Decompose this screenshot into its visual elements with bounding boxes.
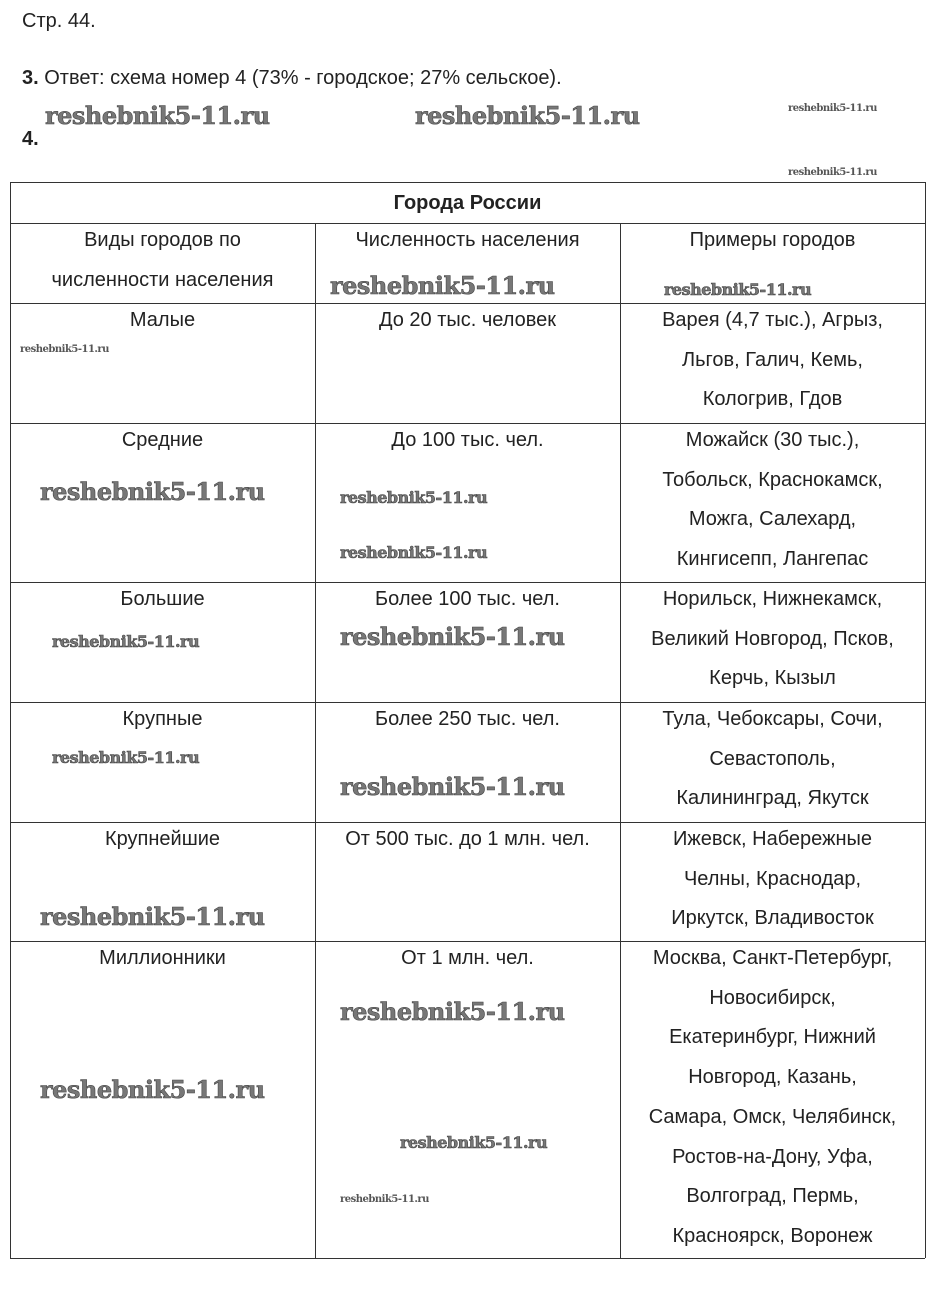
watermark: reshebnik5-11.ru	[788, 167, 877, 178]
column-header-line: Примеры городов	[689, 229, 856, 251]
table-row-divider	[10, 182, 925, 183]
table-border	[925, 182, 926, 1258]
examples-cell-line: Можайск (30 тыс.),	[685, 429, 860, 451]
watermark: reshebnik5-11.ru	[340, 997, 565, 1026]
table-title-text: Города России	[393, 192, 542, 214]
examples-cell-line: Москва, Санкт-Петербург,	[652, 947, 893, 969]
watermark: reshebnik5-11.ru	[340, 1194, 429, 1205]
table-row-divider	[10, 1258, 925, 1259]
population-cell	[315, 580, 620, 620]
examples-cell-line: Ижевск, Набережные	[672, 828, 872, 850]
examples-cell-line: Керчь, Кызыл	[709, 667, 836, 690]
city-type-cell	[10, 820, 315, 860]
examples-cell-line: Тула, Чебоксары, Сочи,	[662, 708, 883, 730]
examples-cell-line: Красноярск, Воронеж	[672, 1224, 873, 1247]
column-header-line: численности населения	[51, 268, 274, 291]
watermark: reshebnik5-11.ru	[788, 103, 877, 114]
population-cell	[315, 700, 620, 740]
examples-cell	[620, 580, 925, 699]
city-type-cell-line: Крупные	[122, 708, 203, 730]
table-title	[10, 184, 925, 224]
task-3-number: 3.	[22, 67, 39, 89]
page-label: Стр. 44.	[22, 10, 96, 32]
examples-cell	[620, 421, 925, 580]
task-3	[22, 67, 562, 90]
task-3-answer: Ответ: схема номер 4 (73% - городское; 27% сельское).	[44, 67, 562, 89]
watermark: reshebnik5-11.ru	[45, 101, 270, 130]
watermark: reshebnik5-11.ru	[330, 271, 555, 300]
column-header-line: Виды городов по	[84, 229, 241, 251]
examples-cell	[620, 301, 925, 420]
population-cell	[315, 939, 620, 979]
examples-cell-line: Иркутск, Владивосток	[671, 907, 874, 930]
city-type-cell	[10, 700, 315, 740]
city-type-cell-line: Миллионники	[99, 947, 226, 969]
watermark: reshebnik5-11.ru	[664, 280, 812, 299]
examples-cell	[620, 939, 925, 1257]
column-header	[620, 221, 925, 261]
watermark: reshebnik5-11.ru	[40, 1075, 265, 1104]
population-cell-line: До 100 тыс. чел.	[391, 429, 544, 451]
watermark: reshebnik5-11.ru	[40, 477, 265, 506]
examples-cell-line: Калининград, Якутск	[676, 787, 869, 810]
examples-cell-line: Льгов, Галич, Кемь,	[682, 348, 863, 371]
population-cell	[315, 820, 620, 860]
city-type-cell-line: Крупнейшие	[104, 828, 221, 850]
population-cell-line: От 1 млн. чел.	[401, 947, 534, 969]
population-cell	[315, 301, 620, 341]
column-header	[10, 221, 315, 300]
watermark: reshebnik5-11.ru	[340, 622, 565, 651]
column-header	[315, 221, 620, 261]
examples-cell-line: Новосибирск,	[709, 986, 836, 1009]
examples-cell-line: Екатеринбург, Нижний	[669, 1026, 876, 1049]
city-type-cell	[10, 301, 315, 341]
watermark: reshebnik5-11.ru	[415, 101, 640, 130]
examples-cell-line: Севастополь,	[709, 747, 836, 770]
city-type-cell	[10, 421, 315, 461]
examples-cell-line: Новгород, Казань,	[688, 1066, 857, 1089]
watermark: reshebnik5-11.ru	[340, 543, 488, 562]
examples-cell-line: Кологрив, Гдов	[702, 388, 843, 411]
watermark: reshebnik5-11.ru	[340, 488, 488, 507]
table-column-divider	[315, 223, 316, 1258]
population-cell-line: Более 100 тыс. чел.	[375, 588, 560, 610]
population-cell	[315, 421, 620, 461]
city-type-cell-line: Средние	[121, 429, 204, 451]
city-type-cell-line: Малые	[129, 309, 196, 331]
examples-cell-line: Тобольск, Краснокамск,	[662, 468, 883, 491]
examples-cell-line: Можга, Салехард,	[688, 508, 857, 531]
examples-cell-line: Варея (4,7 тыс.), Агрыз,	[662, 309, 883, 331]
examples-cell-line: Самара, Омск, Челябинск,	[648, 1105, 897, 1128]
examples-cell-line: Челны, Краснодар,	[683, 867, 862, 890]
population-cell-line: От 500 тыс. до 1 млн. чел.	[345, 828, 590, 850]
watermark: reshebnik5-11.ru	[340, 772, 565, 801]
city-type-cell-line: Большие	[120, 588, 205, 610]
examples-cell-line: Норильск, Нижнекамск,	[662, 588, 883, 610]
city-type-cell	[10, 939, 315, 979]
watermark: reshebnik5-11.ru	[400, 1133, 548, 1152]
watermark: reshebnik5-11.ru	[20, 344, 109, 355]
population-cell-line: Более 250 тыс. чел.	[375, 708, 560, 730]
examples-cell-line: Волгоград, Пермь,	[686, 1185, 859, 1208]
examples-cell	[620, 820, 925, 939]
examples-cell-line: Ростов-на-Дону, Уфа,	[672, 1145, 873, 1168]
task-4-number: 4.	[22, 128, 39, 150]
examples-cell	[620, 700, 925, 819]
city-type-cell	[10, 580, 315, 620]
examples-cell-line: Великий Новгород, Псков,	[651, 627, 894, 650]
examples-cell-line: Кингисепп, Лангепас	[676, 548, 869, 571]
column-header-line: Численность населения	[355, 229, 580, 251]
watermark: reshebnik5-11.ru	[52, 748, 200, 767]
watermark: reshebnik5-11.ru	[40, 902, 265, 931]
watermark: reshebnik5-11.ru	[52, 632, 200, 651]
population-cell-line: До 20 тыс. человек	[378, 309, 557, 331]
